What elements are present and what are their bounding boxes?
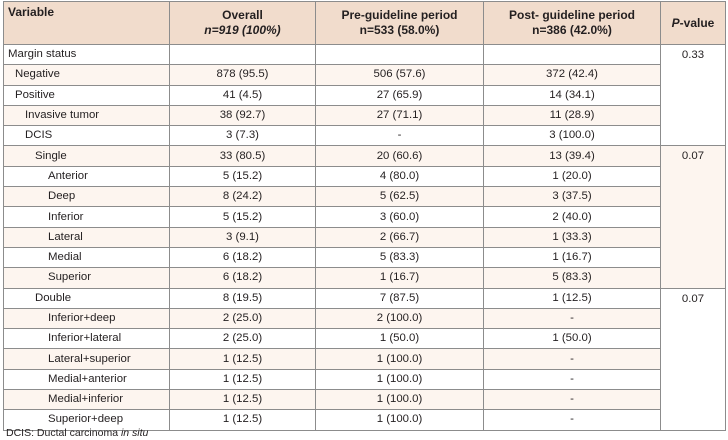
cell-post: 1 (33.3)	[484, 227, 661, 247]
cell-pre: 1 (100.0)	[316, 369, 484, 389]
row-label: Inferior+deep	[4, 308, 170, 328]
table-row	[4, 369, 726, 389]
footnote-text: DCIS: Ductal carcinoma	[6, 427, 121, 439]
table-row	[4, 65, 726, 85]
cell-overall: 8 (19.5)	[170, 288, 316, 308]
cell-pre: 1 (100.0)	[316, 390, 484, 410]
row-label: Superior+deep	[4, 410, 170, 430]
cell-pre: 2 (66.7)	[316, 227, 484, 247]
cell-post	[484, 45, 661, 65]
table-row	[4, 187, 726, 207]
cell-overall: 5 (15.2)	[170, 166, 316, 186]
table-row	[4, 227, 726, 247]
table-row	[4, 247, 726, 267]
row-label: Margin status	[4, 45, 170, 65]
row-label: Negative	[4, 65, 170, 85]
row-label: Lateral+superior	[4, 349, 170, 369]
margin-status-table	[3, 1, 726, 431]
cell-post: -	[484, 349, 661, 369]
cell-pre: 27 (71.1)	[316, 105, 484, 125]
cell-post: 2 (40.0)	[484, 207, 661, 227]
header-variable: Variable	[4, 2, 170, 45]
cell-overall: 878 (95.5)	[170, 65, 316, 85]
cell-post: 11 (28.9)	[484, 105, 661, 125]
cell-pre: 506 (57.6)	[316, 65, 484, 85]
cell-overall: 1 (12.5)	[170, 390, 316, 410]
header-post-n: n=386 (42.0%)	[532, 23, 612, 37]
header-overall-n	[170, 23, 315, 38]
table-row	[4, 45, 726, 65]
table-row	[4, 329, 726, 349]
cell-pre: 27 (65.9)	[316, 85, 484, 105]
cell-pre: 7 (87.5)	[316, 288, 484, 308]
cell-overall: 41 (4.5)	[170, 85, 316, 105]
cell-overall: 3 (7.3)	[170, 126, 316, 146]
row-label: Single	[4, 146, 170, 166]
cell-overall: 6 (18.2)	[170, 268, 316, 288]
cell-post: 1 (16.7)	[484, 247, 661, 267]
cell-overall: 1 (12.5)	[170, 369, 316, 389]
table-row	[4, 308, 726, 328]
cell-pre: 2 (100.0)	[316, 308, 484, 328]
header-overall	[170, 2, 316, 45]
cell-post: 1 (12.5)	[484, 288, 661, 308]
row-label: Positive	[4, 85, 170, 105]
header-p-rest: -value	[679, 15, 715, 30]
cell-overall: 1 (12.5)	[170, 410, 316, 430]
table-row	[4, 85, 726, 105]
cell-overall: 33 (80.5)	[170, 146, 316, 166]
cell-post: -	[484, 390, 661, 410]
cell-pre: 1 (100.0)	[316, 410, 484, 430]
cell-pre: 4 (80.0)	[316, 166, 484, 186]
header-overall-label: Overall	[222, 8, 263, 22]
cell-post: -	[484, 369, 661, 389]
cell-pre: 1 (16.7)	[316, 268, 484, 288]
table-row	[4, 390, 726, 410]
header-p-letter: P	[671, 15, 680, 30]
row-label: Inferior	[4, 207, 170, 227]
cell-pre: 20 (60.6)	[316, 146, 484, 166]
cell-post: 13 (39.4)	[484, 146, 661, 166]
row-label: Deep	[4, 187, 170, 207]
table-row	[4, 105, 726, 125]
cell-pre: 1 (50.0)	[316, 329, 484, 349]
cell-pre: 5 (62.5)	[316, 187, 484, 207]
row-label: Double	[4, 288, 170, 308]
cell-post: 3 (37.5)	[484, 187, 661, 207]
footnote-italic: in situ	[120, 427, 149, 439]
table-row	[4, 207, 726, 227]
cell-p-value: 0.07	[661, 146, 726, 288]
cell-post: 14 (34.1)	[484, 85, 661, 105]
header-pre-guideline	[316, 2, 484, 45]
table-row	[4, 166, 726, 186]
cell-overall: 38 (92.7)	[170, 105, 316, 125]
row-label: Superior	[4, 268, 170, 288]
cell-overall: 2 (25.0)	[170, 329, 316, 349]
cell-overall: 2 (25.0)	[170, 308, 316, 328]
row-label: Inferior+lateral	[4, 329, 170, 349]
header-overall-n-text: n=919 (100%)	[204, 23, 281, 37]
cell-post: 1 (20.0)	[484, 166, 661, 186]
row-label: DCIS	[4, 126, 170, 146]
cell-post: 3 (100.0)	[484, 126, 661, 146]
cell-pre: 3 (60.0)	[316, 207, 484, 227]
cell-overall	[170, 45, 316, 65]
table-footnote	[6, 427, 148, 439]
row-label: Medial+inferior	[4, 390, 170, 410]
cell-overall: 6 (18.2)	[170, 247, 316, 267]
cell-pre: 5 (83.3)	[316, 247, 484, 267]
cell-post: -	[484, 410, 661, 430]
cell-post: 1 (50.0)	[484, 329, 661, 349]
cell-overall: 3 (9.1)	[170, 227, 316, 247]
cell-post: -	[484, 308, 661, 328]
cell-post: 5 (83.3)	[484, 268, 661, 288]
table-row	[4, 146, 726, 166]
cell-p-value: 0.33	[661, 45, 726, 146]
cell-p-value: 0.07	[661, 288, 726, 430]
cell-pre: -	[316, 126, 484, 146]
row-label: Invasive tumor	[4, 105, 170, 125]
table-header-row	[4, 2, 726, 45]
header-p-value	[661, 2, 726, 45]
header-post-guideline	[484, 2, 661, 45]
cell-overall: 1 (12.5)	[170, 349, 316, 369]
cell-overall: 5 (15.2)	[170, 207, 316, 227]
row-label: Anterior	[4, 166, 170, 186]
cell-pre: 1 (100.0)	[316, 349, 484, 369]
header-pre-label: Pre-guideline period	[341, 8, 458, 22]
row-label: Medial+anterior	[4, 369, 170, 389]
table-row	[4, 126, 726, 146]
cell-post: 372 (42.4)	[484, 65, 661, 85]
table-row	[4, 349, 726, 369]
table-row	[4, 288, 726, 308]
row-label: Lateral	[4, 227, 170, 247]
header-post-label: Post- guideline period	[508, 8, 635, 22]
row-label: Medial	[4, 247, 170, 267]
cell-pre	[316, 45, 484, 65]
cell-overall: 8 (24.2)	[170, 187, 316, 207]
header-pre-n: n=533 (58.0%)	[359, 23, 440, 37]
table-row	[4, 268, 726, 288]
